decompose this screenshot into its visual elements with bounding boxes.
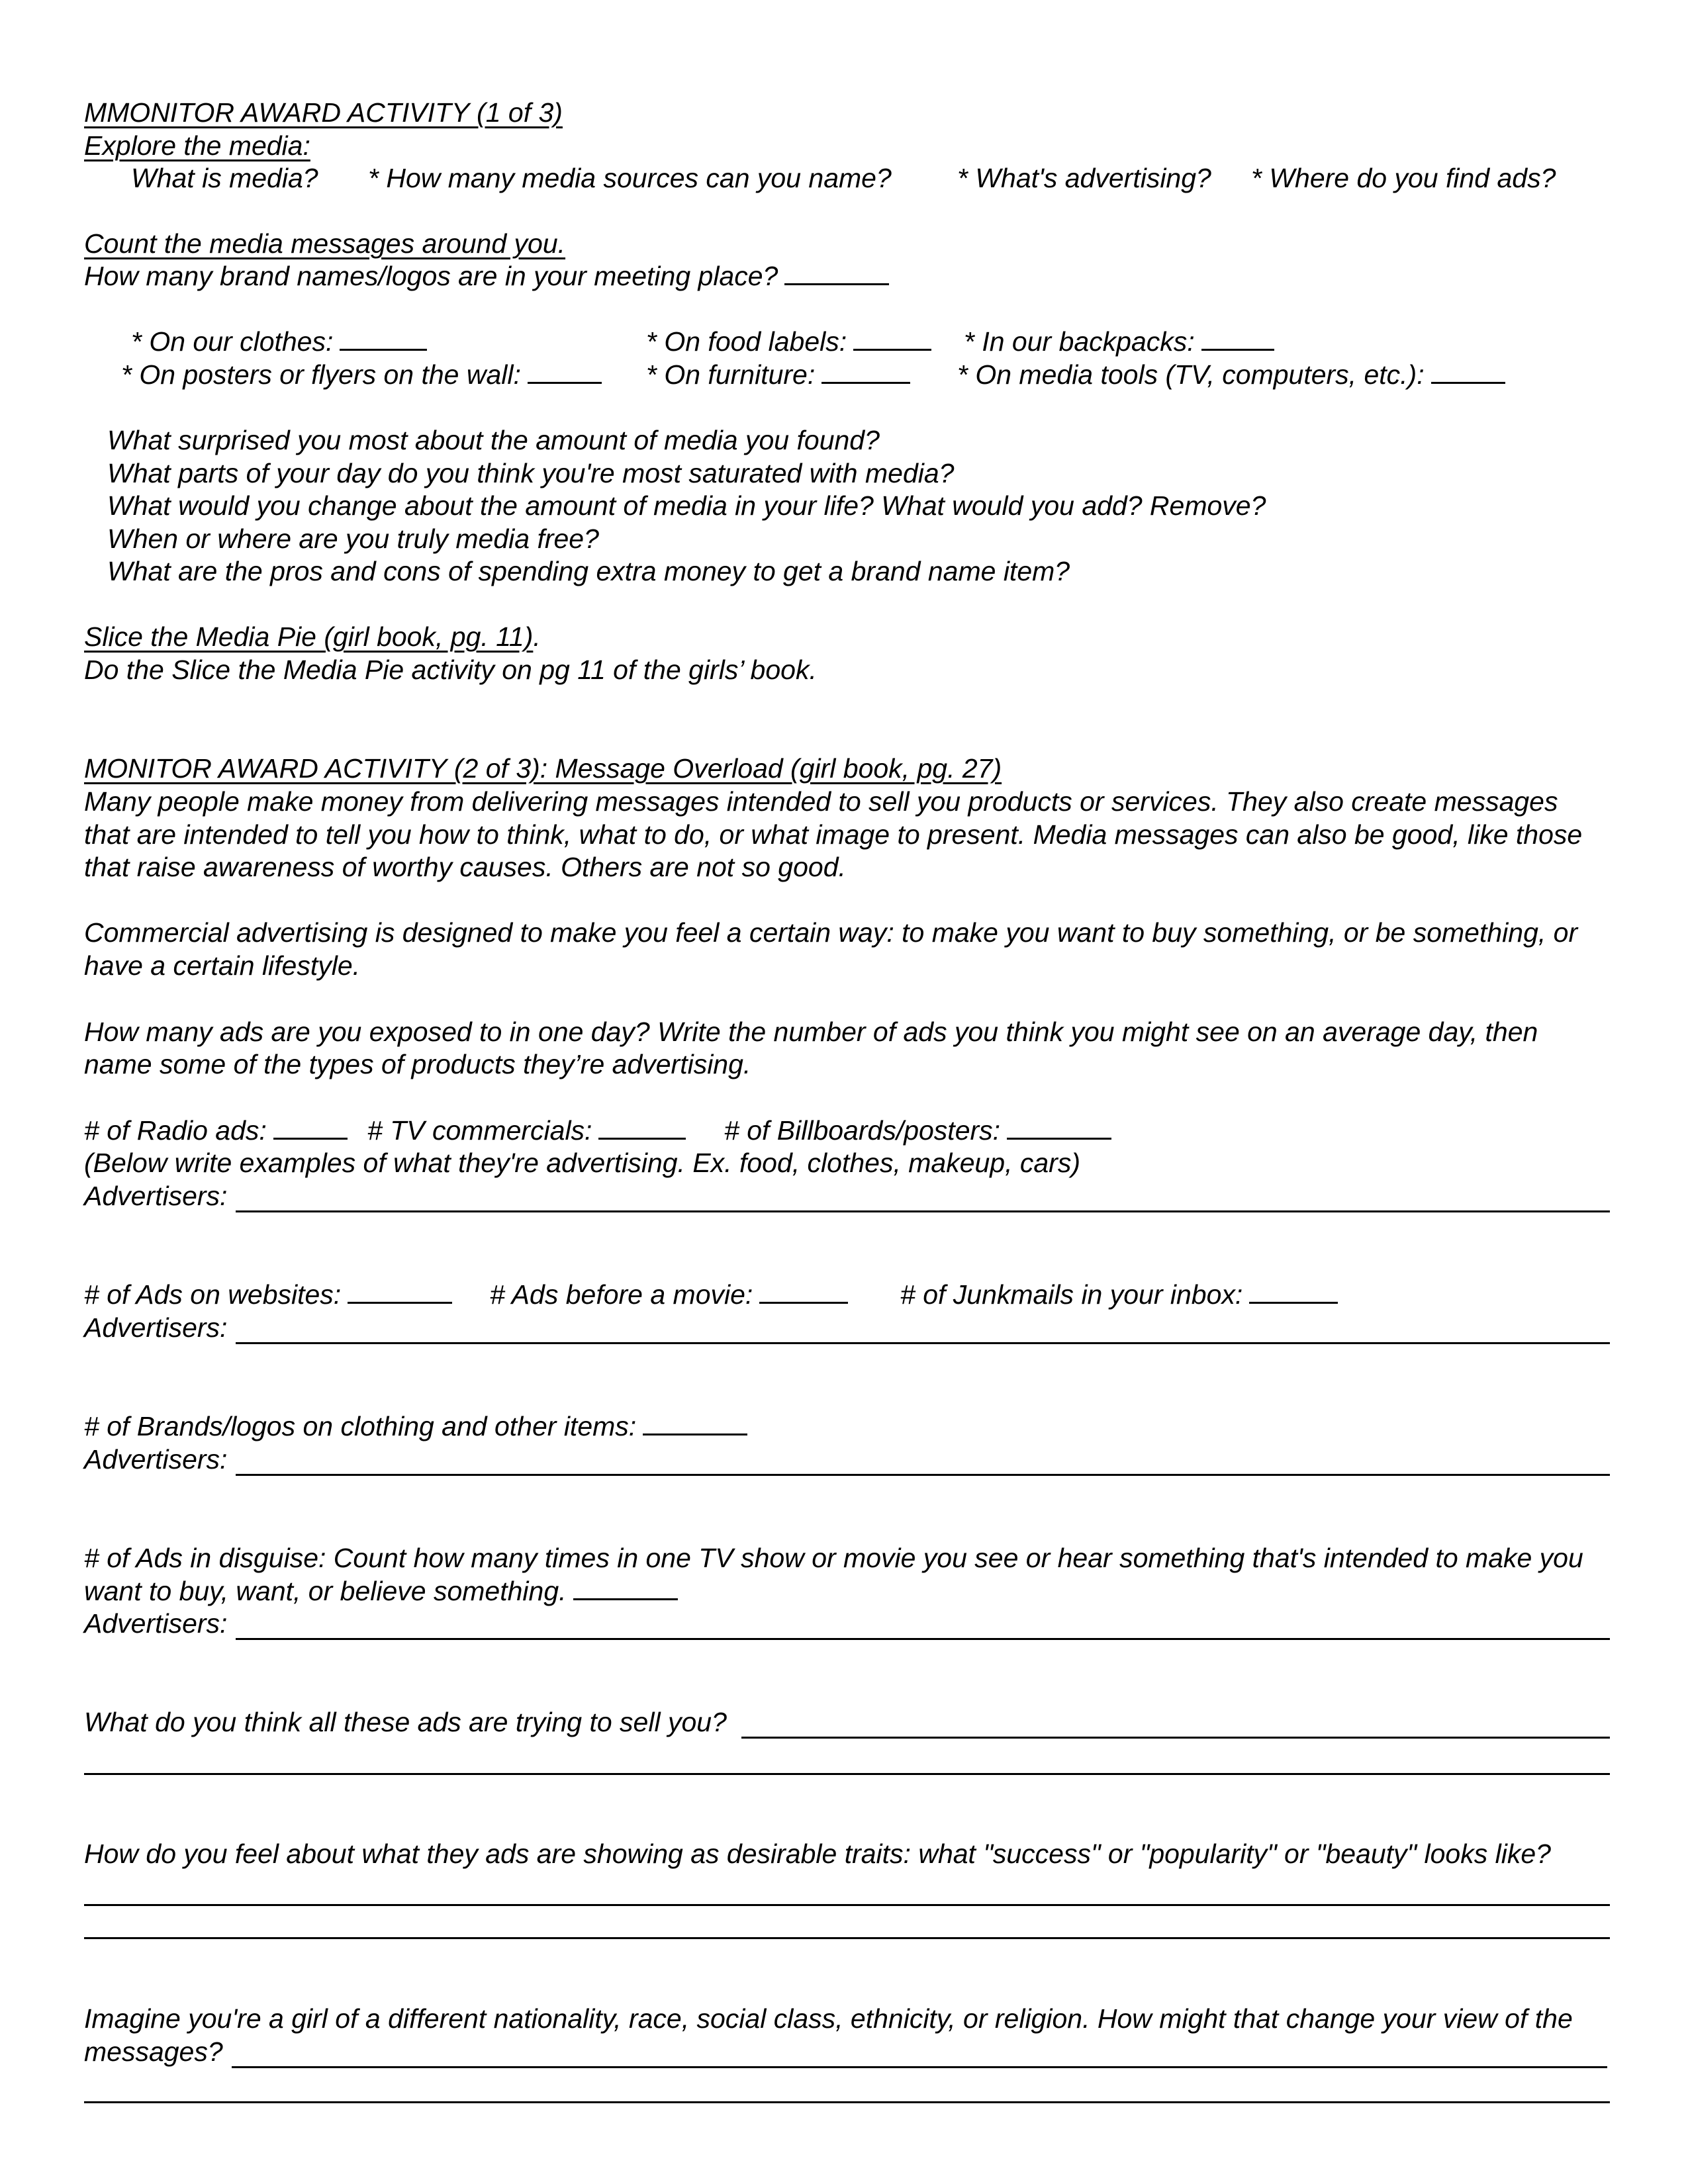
slice-heading: Slice the Media Pie (girl book, pg. 11) — [84, 621, 534, 652]
count-item: * On media tools (TV, computers, etc.): — [957, 358, 1505, 391]
advertisers-answer-line[interactable] — [236, 1210, 1610, 1212]
sell-question: What do you think all these ads are trying to sell you? — [84, 1707, 727, 1737]
explore-question: What is media? — [131, 163, 318, 193]
advertisers-label: Advertisers: — [84, 1608, 228, 1639]
section1-title: MMONITOR AWARD ACTIVITY (1 of 3) — [84, 97, 563, 128]
ad-count-item: # of Ads on websites: — [84, 1278, 452, 1311]
answer-blank[interactable] — [340, 325, 427, 351]
brands-row: # of Brands/logos on clothing and other items: — [84, 1410, 747, 1443]
reflection-question: What are the pros and cons of spending extra money to get a brand name item? — [107, 556, 1070, 586]
sell-answer-line[interactable] — [741, 1737, 1610, 1739]
imagine-answer-line[interactable] — [232, 2066, 1607, 2068]
answer-blank[interactable] — [273, 1114, 348, 1140]
commercial-line: have a certain lifestyle. — [84, 950, 361, 981]
answer-blank[interactable] — [573, 1574, 678, 1600]
reflection-question: When or where are you truly media free? — [107, 523, 599, 554]
answer-blank[interactable] — [643, 1410, 747, 1435]
answer-blank[interactable] — [1007, 1114, 1111, 1140]
advertisers-label: Advertisers: — [84, 1312, 228, 1343]
intro-line: that raise awareness of worthy causes. Others are not so good. — [84, 852, 846, 882]
slice-heading-row: Slice the Media Pie (girl book, pg. 11). — [84, 621, 541, 652]
count-heading: Count the media messages around you. — [84, 228, 566, 259]
traits-answer-line[interactable] — [84, 1937, 1610, 1939]
intro-line: that are intended to tell you how to think, what to do, or what image to present. Media messages can also be good, like those — [84, 819, 1583, 850]
slice-text: Do the Slice the Media Pie activity on pg 11 of the girls’ book. — [84, 655, 817, 685]
disguise-row: want to buy, want, or believe something. — [84, 1574, 678, 1608]
advertisers-label: Advertisers: — [84, 1181, 228, 1211]
advertisers-label: Advertisers: — [84, 1444, 228, 1475]
count-item: * On food labels: — [646, 325, 931, 358]
explore-question: * Where do you find ads? — [1251, 163, 1556, 193]
row1-note: (Below write examples of what they're advertising. Ex. food, clothes, makeup, cars) — [84, 1148, 1080, 1178]
traits-question: How do you feel about what they ads are showing as desirable traits: what "success" or "popularity" or "beauty" looks like? — [84, 1839, 1551, 1869]
answer-blank[interactable] — [528, 358, 602, 384]
answer-blank[interactable] — [784, 259, 889, 285]
imagine-answer-line[interactable] — [84, 2101, 1610, 2103]
answer-blank[interactable] — [853, 325, 931, 351]
disguise-line: # of Ads in disguise: Count how many times in one TV show or movie you see or hear something that's intended to make you — [84, 1543, 1583, 1573]
ads-line: name some of the types of products they’re advertising. — [84, 1049, 751, 1079]
count-item: * On our clothes: — [131, 325, 427, 358]
imagine-line: Imagine you're a girl of a different nationality, race, social class, ethnicity, or religion. How might that change your view of the — [84, 2003, 1573, 2034]
advertisers-answer-line[interactable] — [236, 1342, 1610, 1344]
answer-blank[interactable] — [759, 1278, 848, 1304]
answer-blank[interactable] — [1249, 1278, 1338, 1304]
brand-question: How many brand names/logos are in your meeting place? — [84, 261, 778, 291]
intro-line: Many people make money from delivering messages intended to sell you products or services. They also create messages — [84, 786, 1558, 817]
explore-question: * How many media sources can you name? — [368, 163, 892, 193]
answer-blank[interactable] — [598, 1114, 686, 1140]
advertisers-answer-line[interactable] — [236, 1474, 1610, 1476]
reflection-question: What surprised you most about the amount of media you found? — [107, 425, 880, 455]
reflection-question: What would you change about the amount of media in your life? What would you add? Remove? — [107, 490, 1266, 521]
ads-line: How many ads are you exposed to in one day? Write the number of ads you think you might see on an average day, then — [84, 1017, 1538, 1047]
answer-blank[interactable] — [348, 1278, 452, 1304]
ad-count-item: # Ads before a movie: — [490, 1278, 848, 1311]
imagine-line: messages? — [84, 2036, 223, 2067]
section2-title: MONITOR AWARD ACTIVITY (2 of 3): Message Overload (girl book, pg. 27) — [84, 753, 1002, 784]
advertisers-answer-line[interactable] — [236, 1638, 1610, 1640]
sell-answer-line[interactable] — [84, 1773, 1610, 1775]
answer-blank[interactable] — [821, 358, 910, 384]
brand-question-row — [84, 259, 889, 293]
answer-blank[interactable] — [1201, 325, 1274, 351]
ad-count-item: # TV commercials: — [367, 1114, 686, 1147]
count-item: * In our backpacks: — [964, 325, 1274, 358]
explore-question: * What's advertising? — [957, 163, 1211, 193]
reflection-question: What parts of your day do you think you're most saturated with media? — [107, 458, 955, 488]
ad-count-item: # of Junkmails in your inbox: — [900, 1278, 1338, 1311]
explore-heading: Explore the media: — [84, 130, 310, 161]
count-item: * On furniture: — [646, 358, 910, 391]
ad-count-item: # of Billboards/posters: — [724, 1114, 1111, 1147]
answer-blank[interactable] — [1431, 358, 1505, 384]
commercial-line: Commercial advertising is designed to make you feel a certain way: to make you want to buy something, or be something, or — [84, 917, 1578, 948]
traits-answer-line[interactable] — [84, 1904, 1610, 1906]
ad-count-item: # of Radio ads: — [84, 1114, 348, 1147]
count-item: * On posters or flyers on the wall: — [121, 358, 602, 391]
